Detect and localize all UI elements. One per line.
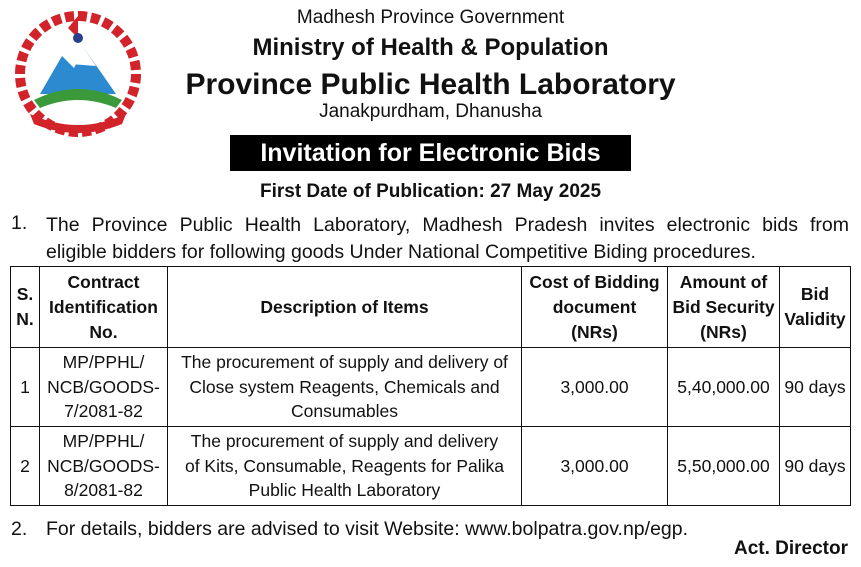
para2-number: 2. [11,518,28,540]
header-cost: Cost of Bidding document (NRs) [522,267,668,348]
publication-date: First Date of Publication: 27 May 2025 [259,181,602,202]
cell-security: 5,50,000.00 [668,427,780,506]
cell-cost: 3,000.00 [522,427,668,506]
table-row [11,348,851,427]
table-header-row [11,267,851,348]
cell-contract: MP/PPHL/ NCB/GOODS- 7/2081-82 [40,348,168,427]
header-validity: Bid Validity [780,267,851,348]
cell-validity: 90 days [780,348,851,427]
para1-text [46,212,849,266]
cell-contract: MP/PPHL/ NCB/GOODS- 8/2081-82 [40,427,168,506]
header-description: Description of Items [168,267,522,348]
ministry-name: Ministry of Health & Population [252,34,609,61]
office-location: Janakpurdham, Dhanusha [319,101,542,122]
table-row [11,427,851,506]
cell-description: The procurement of supply and delivery of Kits, Consumable, Reagents for Palika Public Health Laboratory [168,427,522,506]
cell-description: The procurement of supply and delivery of Close system Reagents, Chemicals and Consumables [168,348,522,427]
cell-security: 5,40,000.00 [668,348,780,427]
para2-text: For details, bidders are advised to visit Website: www.bolpatra.gov.np/egp. [46,518,689,540]
para1-line2: eligible bidders for following goods Under National Competitive Biding procedures. [46,241,756,263]
header-sn: S. N. [11,267,40,348]
signature-title: Act. Director [733,538,848,559]
notice-title: Invitation for Electronic Bids [230,135,631,171]
cell-sn: 1 [11,348,40,427]
cell-sn: 2 [11,427,40,506]
header-security: Amount of Bid Security (NRs) [668,267,780,348]
cell-cost: 3,000.00 [522,348,668,427]
para1-number: 1. [11,212,28,234]
cell-validity: 90 days [780,427,851,506]
bid-table [10,266,851,506]
para1-line1: The Province Public Health Laboratory, Madhesh Pradesh invites electronic bids from [46,214,849,236]
office-name: Province Public Health Laboratory [185,68,676,101]
header-contract: Contract Identification No. [40,267,168,348]
government-name: Madhesh Province Government [296,7,565,28]
